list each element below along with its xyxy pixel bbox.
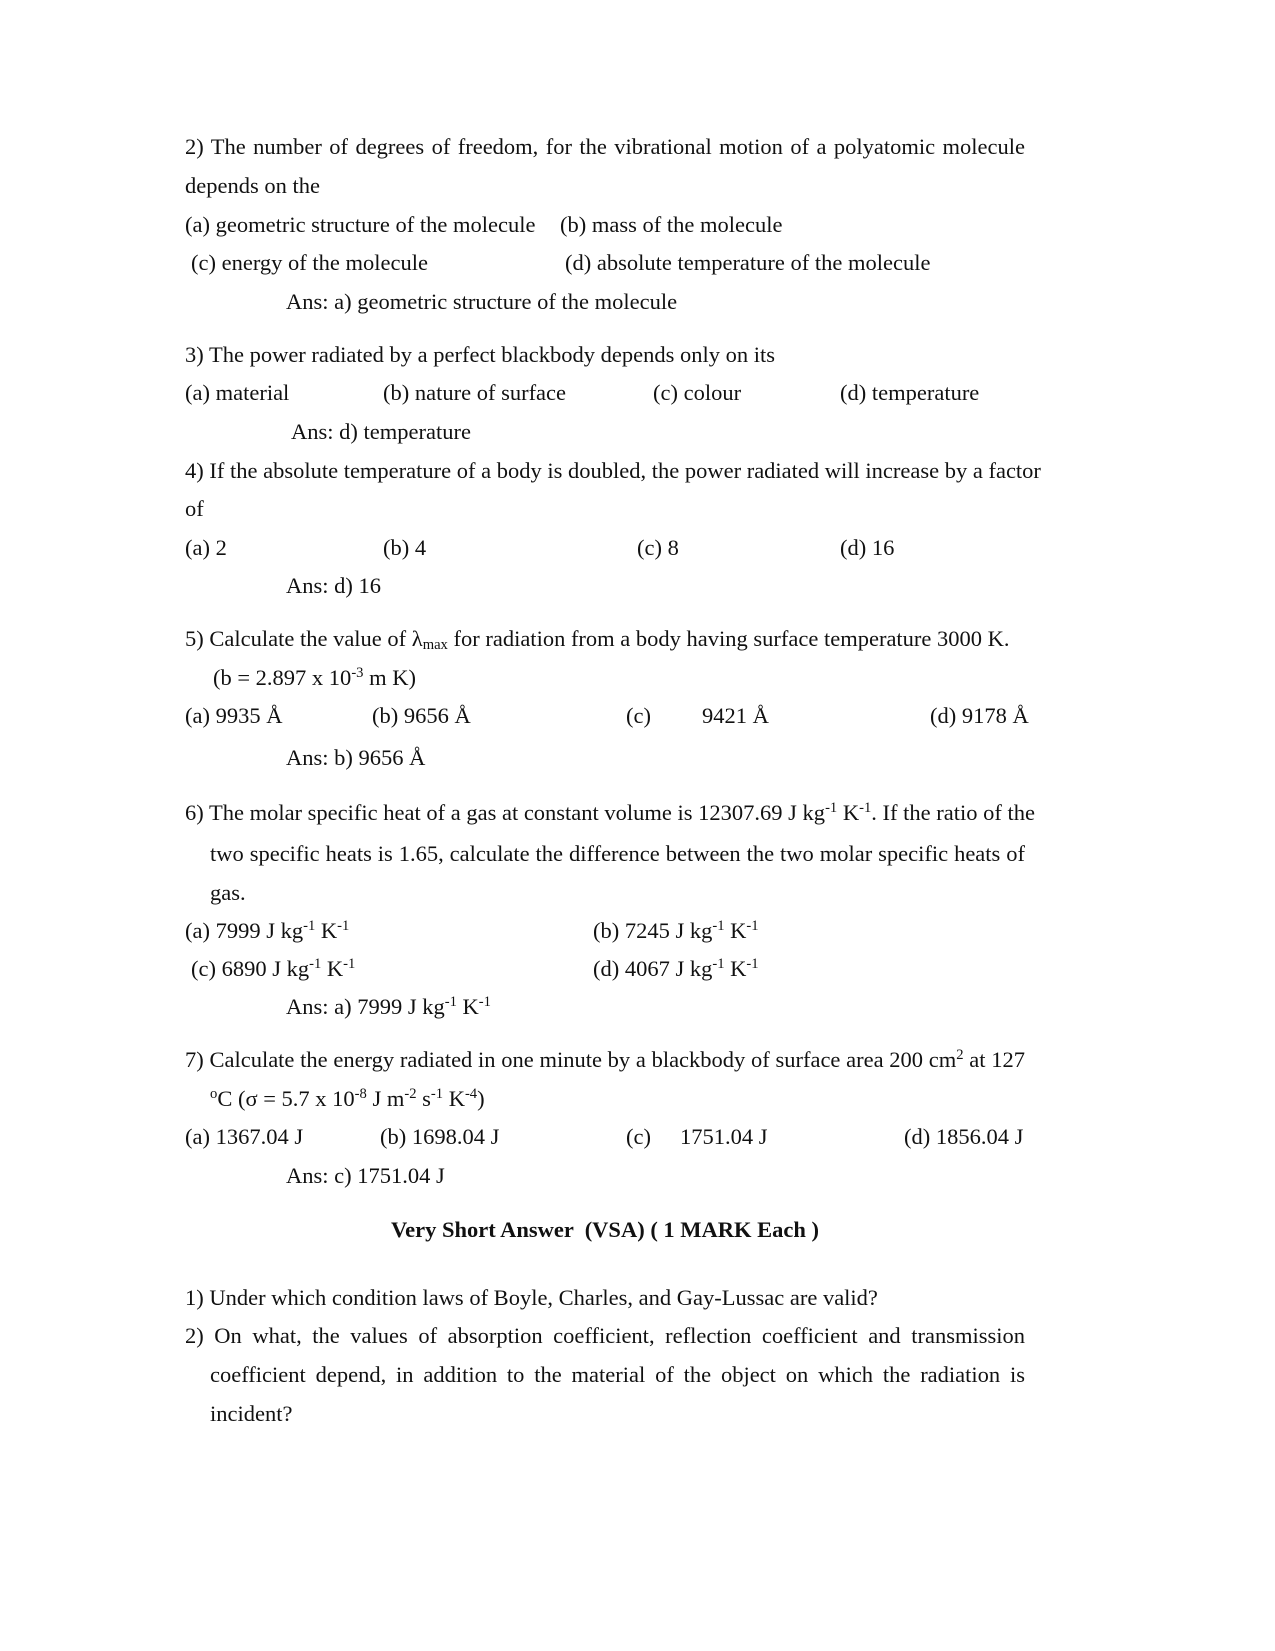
q3-option-c: (c) colour (653, 380, 742, 405)
vsa-q2-line3: incident? (210, 1401, 293, 1426)
q7-stem-line2: $^o$C (σ = 5.7 x $10^{-8}$ J $m^{-2}$ $s^{-1}$ $K^{-4}$) (210, 1085, 485, 1111)
q7-option-a: (a) 1367.04 J (185, 1124, 304, 1149)
q3-option-b: (b) nature of surface (383, 380, 567, 405)
q3-stem: 3) The power radiated by a perfect blackbody depends only on its (185, 342, 776, 367)
q6-stem-line3: gas. (210, 880, 246, 905)
q2-stem-line2: depends on the (185, 173, 320, 198)
q5-stem-line2: (b = 2.897 x $10^{-3}$ m K) (213, 664, 416, 690)
q6-option-c: (c) 6890 J $kg^{-1}$ $K^{-1}$ (191, 955, 356, 981)
q6-option-b: (b) 7245 J $kg^{-1}$ $K^{-1}$ (593, 917, 759, 943)
q7-option-c-value: 1751.04 J (680, 1124, 768, 1149)
vsa-q2-line2: coefficient depend, in addition to the material of the object on which the radiation is (210, 1362, 1025, 1387)
q4-answer: Ans: d) 16 (286, 573, 381, 598)
q3-option-d: (d) temperature (840, 380, 980, 405)
q7-stem-line1: 7) Calculate the energy radiated in one minute by a blackbody of surface area 200 $cm^2$ at 127 (185, 1046, 1025, 1072)
vsa-q2-line1: 2) On what, the values of absorption coefficient, reflection coefficient and transmission (185, 1323, 1025, 1348)
q6-stem-line1: 6) The molar specific heat of a gas at constant volume is 12307.69 J $kg^{-1}$ $K^{-1}$. If the ratio of the (185, 799, 1035, 825)
q2-stem-line1: 2) The number of degrees of freedom, for the vibrational motion of a polyatomic molecule (185, 134, 1025, 159)
q5-option-b: (b) 9656 Å (372, 703, 471, 728)
q5-stem-line1: 5) Calculate the value of $\lambda_{max}$ for radiation from a body having surface temperature 3000 K. (185, 626, 1010, 653)
q7-option-d: (d) 1856.04 J (904, 1124, 1024, 1149)
vsa-q1: 1) Under which condition laws of Boyle, Charles, and Gay-Lussac are valid? (185, 1285, 878, 1310)
q2-answer: Ans: a) geometric structure of the molecule (286, 289, 678, 314)
q4-stem-line1: 4) If the absolute temperature of a body is doubled, the power radiated will increase by a factor (185, 458, 1041, 483)
q2-option-d: (d) absolute temperature of the molecule (565, 250, 931, 275)
q7-answer: Ans: c) 1751.04 J (286, 1163, 445, 1188)
q5-option-d: (d) 9178 Å (930, 703, 1029, 728)
q2-option-c: (c) energy of the molecule (191, 250, 428, 275)
q4-option-b: (b) 4 (383, 535, 427, 560)
q5-option-c-label: (c) (626, 703, 651, 728)
q4-option-a: (a) 2 (185, 535, 227, 560)
q3-option-a: (a) material (185, 380, 290, 405)
q6-stem-line2: two specific heats is 1.65, calculate the difference between the two molar specific heats of (210, 841, 1025, 866)
q5-option-a: (a) 9935 Å (185, 703, 283, 728)
q2-option-b: (b) mass of the molecule (560, 212, 783, 237)
vsa-heading: Very Short Answer (VSA) ( 1 MARK Each ) (390, 1217, 820, 1242)
q7-option-b: (b) 1698.04 J (380, 1124, 500, 1149)
q4-option-d: (d) 16 (840, 535, 895, 560)
q6-answer: Ans: a) 7999 J $kg^{-1}$ $K^{-1}$ (286, 993, 491, 1019)
q4-stem-line2: of (185, 496, 204, 521)
q5-option-c-value: 9421 Å (702, 703, 769, 728)
q6-option-d: (d) 4067 J $kg^{-1}$ $K^{-1}$ (593, 955, 759, 981)
q5-answer: Ans: b) 9656 Å (286, 745, 426, 770)
q6-option-a: (a) 7999 J $kg^{-1}$ $K^{-1}$ (185, 917, 350, 943)
q7-option-c-label: (c) (626, 1124, 651, 1149)
q3-answer: Ans: d) temperature (291, 419, 471, 444)
q4-option-c: (c) 8 (637, 535, 679, 560)
q2-option-a: (a) geometric structure of the molecule (185, 212, 536, 237)
